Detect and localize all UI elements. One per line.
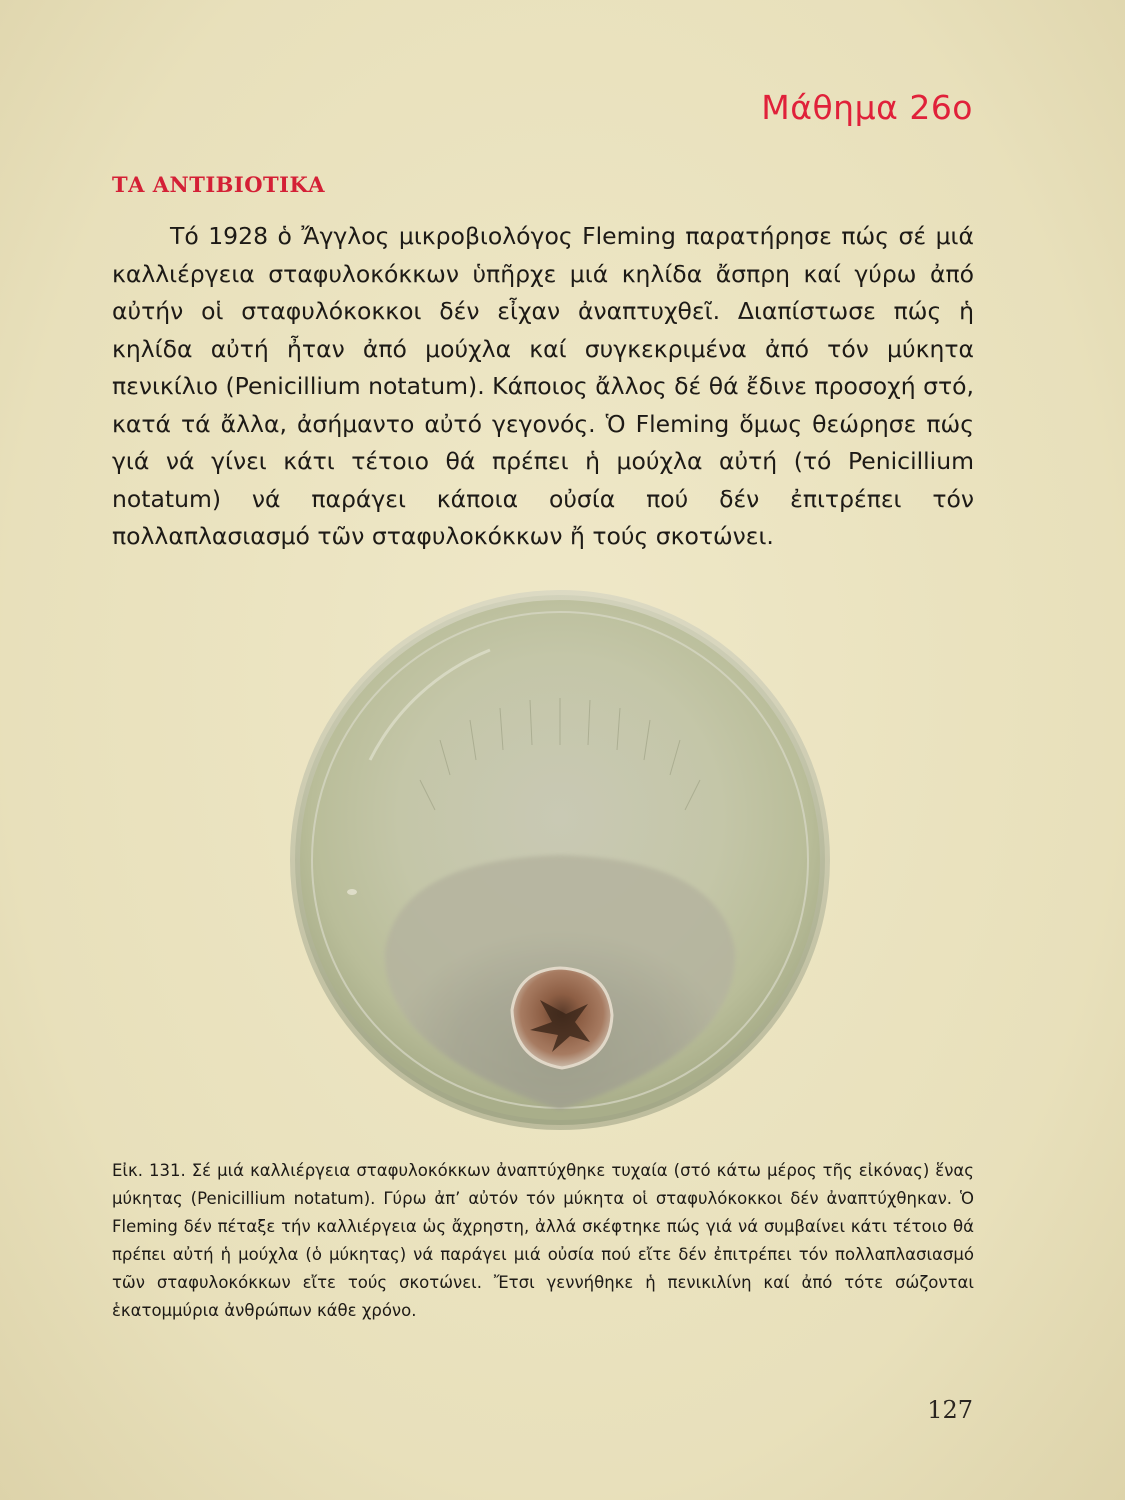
section-title: ΤΑ ΑΝΤΙΒΙΟΤΙΚΑ (112, 172, 326, 197)
figure-caption: Εἰκ. 131. Σέ μιά καλλιέργεια σταφυλοκόκκων ἀναπτύχθηκε τυχαία (στό κάτω μέρος τῆς εἰκόνας) ἕνας μύκητας (Penicillium notatum). Γύρω ἀπ’ αὐτόν τόν μύκητα οἱ σταφυλόκοκκοι δέν ἀναπτύχθηκαν. Ὁ Fleming δέν πέταξε τήν καλλιέργεια ὡς ἄχρηστη, ἀλλά σκέφτηκε πώς γιά νά συμβαίνει κάτι τέτοιο θά πρέπει αὐτή ἡ μούχλα (ὁ μύκητας) νά παράγει μιά οὐσία πού εἴτε δέν ἐπιτρέπει τόν πολλαπλασιασμό τῶν σταφυλοκόκκων εἴτε τούς σκοτώνει. Ἔτσι γεννήθηκε ἡ πενικιλίνη καί ἀπό τότε σώζονται ἑκατομμύρια ἀνθρώπων κάθε χρόνο. (112, 1161, 974, 1320)
petri-dish-figure (290, 590, 830, 1130)
petri-dish-illustration (290, 590, 830, 1130)
page-number: 127 (927, 1396, 973, 1424)
body-paragraph: Τό 1928 ὁ Ἄγγλος μικροβιολόγος Fleming παρατήρησε πώς σέ μιά καλλιέργεια σταφυλοκόκκων ὑπῆρχε μιά κηλίδα ἄσπρη καί γύρω ἀπό αὐτήν οἱ σταφυλόκοκκοι δέν εἶχαν ἀναπτυχθεῖ. Διαπίστωσε πώς ἡ κηλίδα αὐτή ἦταν ἀπό μούχλα καί συγκεκριμένα ἀπό τόν μύκητα πενικίλιο (Penicillium notatum). Κάποιος ἄλλος δέ θά ἔδινε προσοχή στό, κατά τά ἄλλα, ἀσήμαντο αὐτό γεγονός. Ὁ Fleming ὅμως θεώρησε πώς γιά νά γίνει κάτι τέτοιο θά πρέπει ἡ μούχλα αὐτή (τό Penicillium notatum) νά παράγει κάποια οὐσία πού δέν ἐπιτρέπει τόν πολλαπλασιασμό τῶν σταφυλοκόκκων ἤ τούς σκοτώνει. (112, 222, 974, 550)
lesson-number: Μάθημα 26ο (761, 88, 973, 127)
mold-colony (512, 968, 612, 1068)
